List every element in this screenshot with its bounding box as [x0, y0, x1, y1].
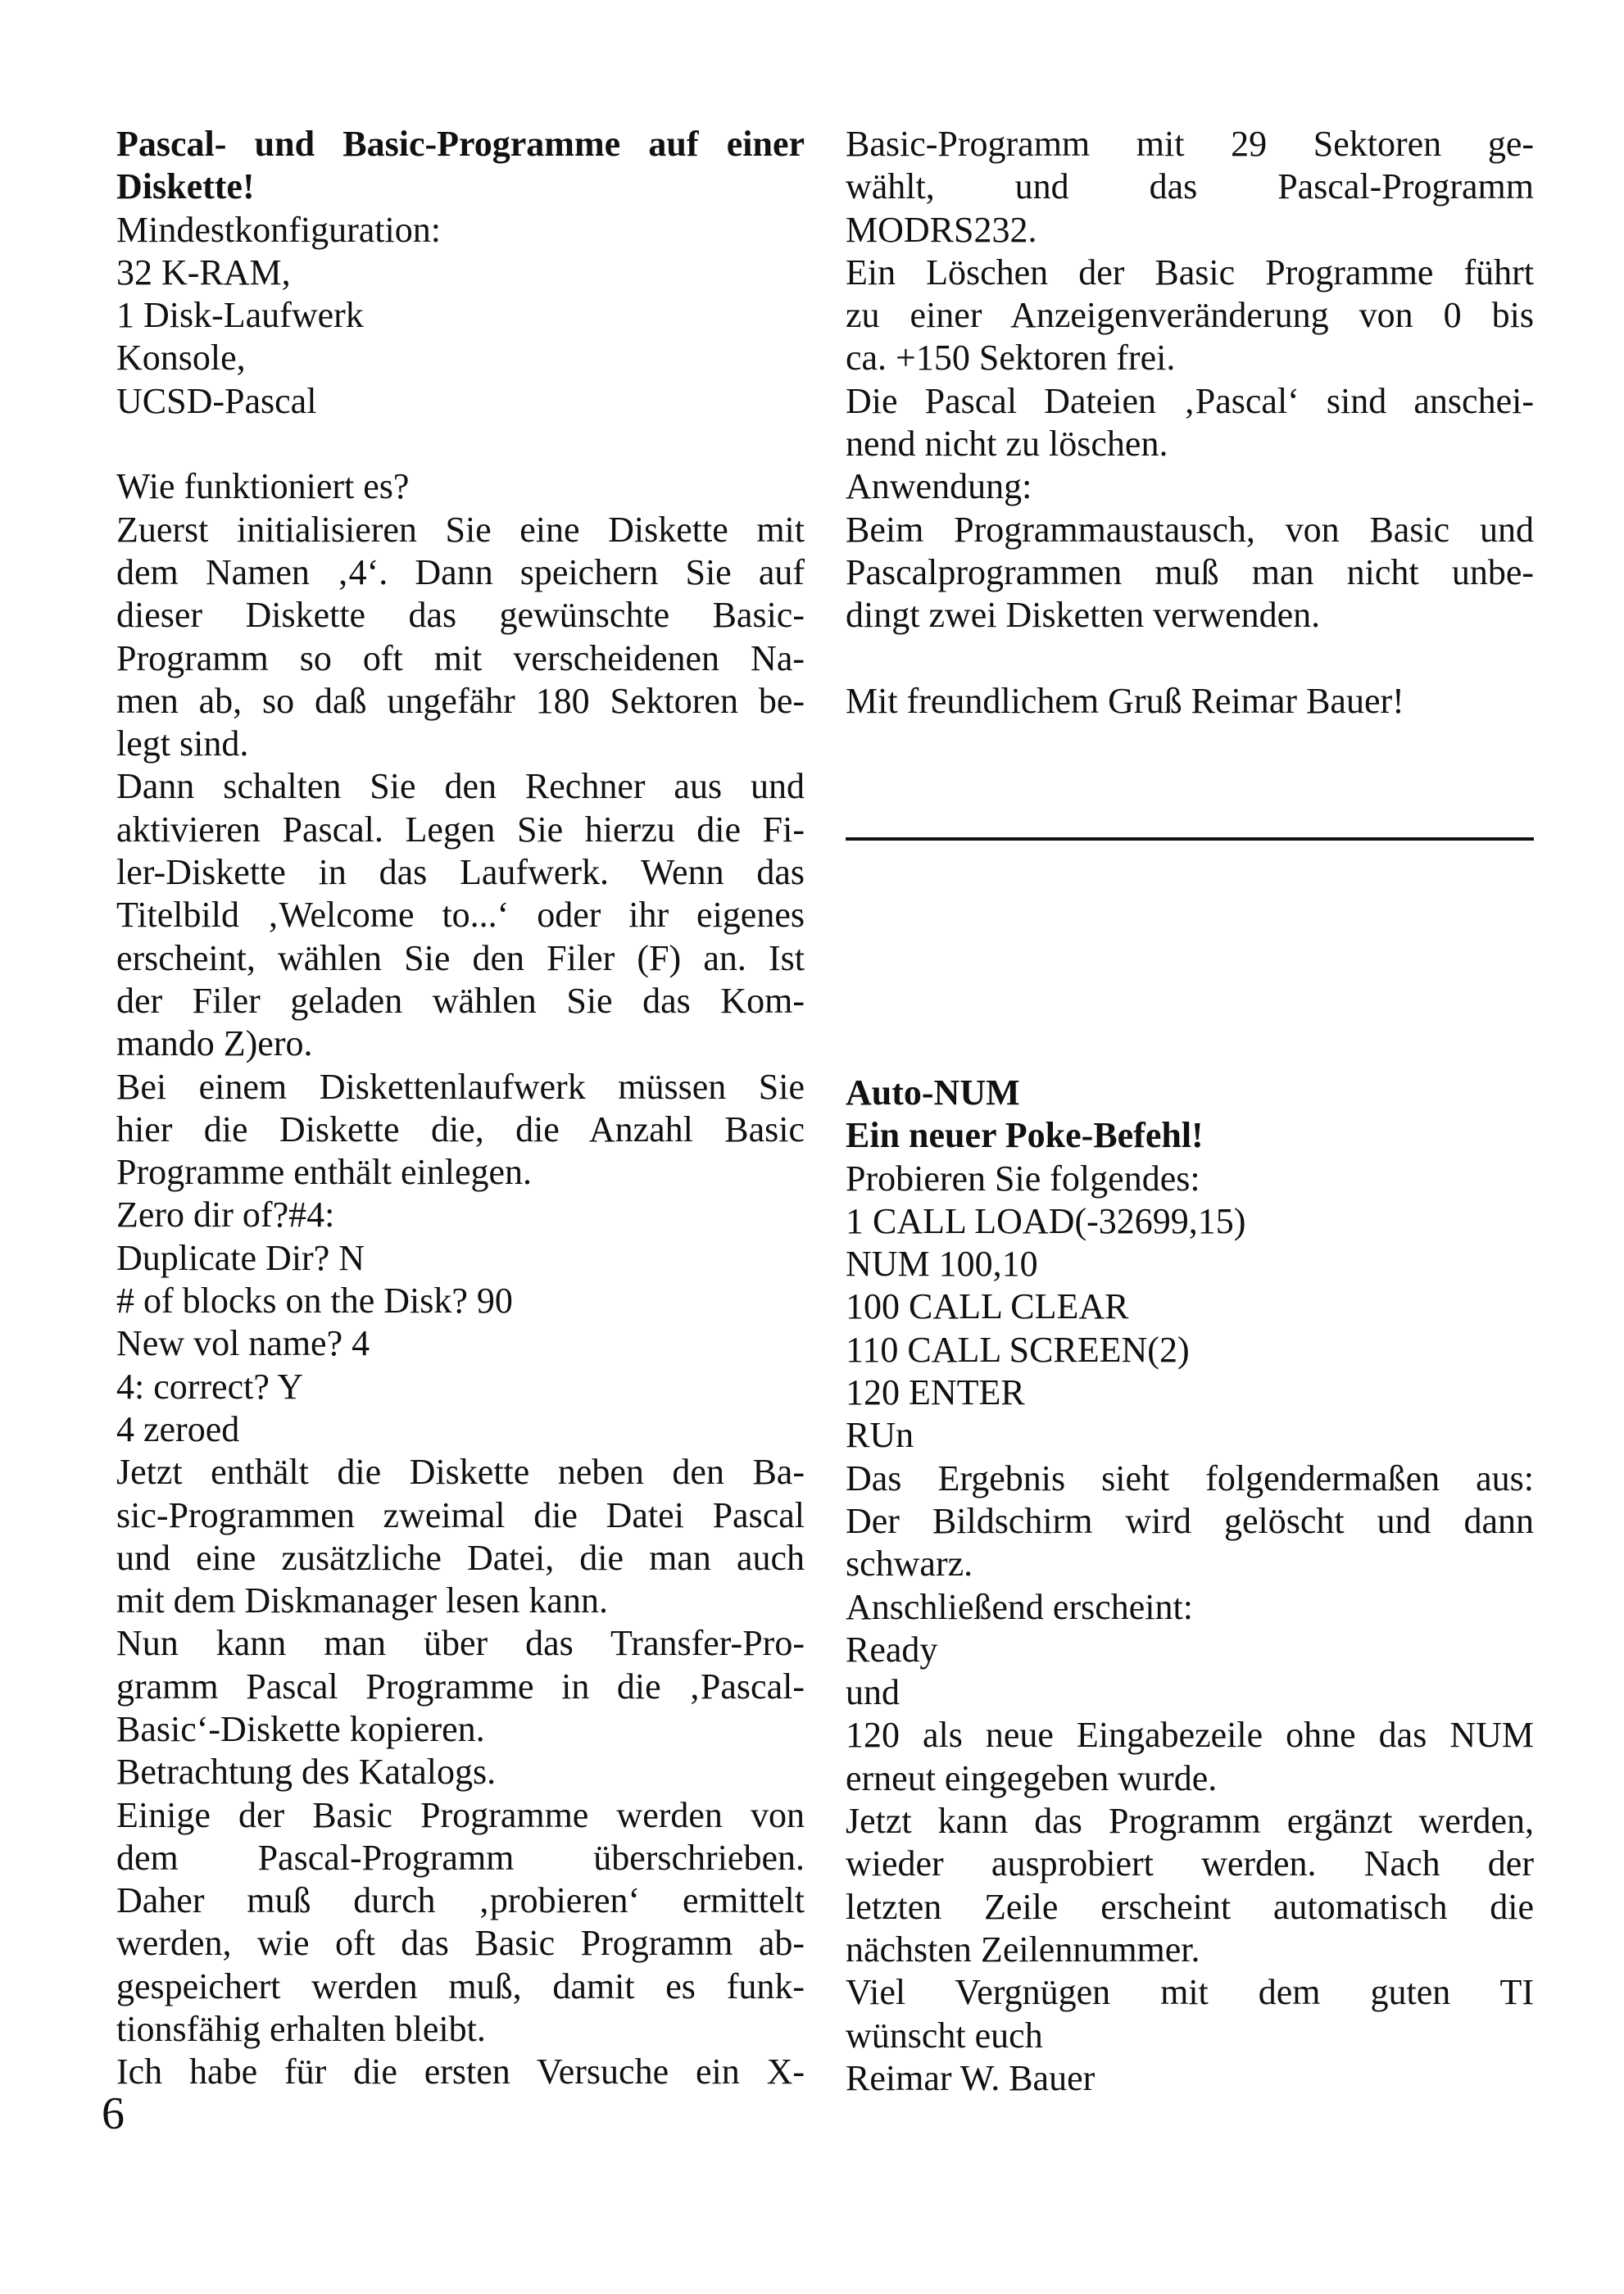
text-line: Reimar W. Bauer [846, 2057, 1096, 2098]
text-line: mit dem Diskmanager lesen kann. [116, 1580, 608, 1621]
text-line: 1 Disk-Laufwerk [116, 295, 364, 336]
text-line: ler-Diskette in das Laufwerk. Wenn das [116, 852, 805, 893]
text-line: 4: correct? Y [116, 1366, 304, 1407]
text-line: gramm Pascal Programme in die ‚Pascal- [116, 1666, 805, 1707]
text-line: RUn [846, 1415, 914, 1456]
text-line: NUM 100,10 [846, 1244, 1038, 1285]
text-line: 120 ENTER [846, 1372, 1025, 1413]
text-line: Basic-Programm mit 29 Sektoren ge- [846, 124, 1534, 164]
text-line: Duplicate Dir? N [116, 1237, 365, 1278]
text-line: tionsfähig erhalten bleibt. [116, 2009, 486, 2050]
text-line: letzten Zeile erscheint automatisch die [846, 1886, 1534, 1927]
text-line: erscheint, wählen Sie den Filer (F) an. Ist [116, 937, 805, 978]
text-line: Dann schalten Sie den Rechner aus und [116, 766, 805, 807]
text-line: aktivieren Pascal. Legen Sie hierzu die Fi- [116, 809, 805, 850]
text-line: legt sind. [116, 723, 249, 764]
text-line: Die Pascal Dateien ‚Pascal‘ sind anschei- [846, 380, 1534, 421]
text-line: Probieren Sie folgendes: [846, 1158, 1200, 1199]
right-column [846, 123, 1534, 2098]
blank-line [846, 637, 1534, 680]
text-line: Ein Löschen der Basic Programme führt [846, 252, 1534, 292]
text-line: Titelbild ‚Welcome to...‘ oder ihr eigenes [116, 895, 805, 936]
text-line: wünscht euch [846, 2015, 1043, 2056]
text-line: gespeichert werden muß, damit es funk- [116, 1965, 805, 2006]
text-line: men ab, so daß ungefähr 180 Sektoren be- [116, 680, 805, 721]
text-line: der Filer geladen wählen Sie das Kom- [116, 980, 805, 1021]
text-line: Das Ergebnis sieht folgendermaßen aus: [846, 1458, 1534, 1498]
text-line: mando Z)ero. [116, 1023, 313, 1064]
text-line: Zero dir of?#4: [116, 1195, 335, 1235]
text-line: wählt, und das Pascal-Programm [846, 166, 1534, 207]
letter-section [846, 123, 1534, 723]
text-line: Ein neuer Poke-Befehl! [846, 1115, 1204, 1156]
text-line: Diskette! [116, 166, 255, 207]
text-line: Pascalprogrammen muß man nicht unbe- [846, 551, 1534, 592]
text-line: 1 CALL LOAD(-32699,15) [846, 1200, 1246, 1241]
text-line: Konsole, [116, 338, 246, 379]
text-line: Betrachtung des Katalogs. [116, 1752, 497, 1793]
text-line: Wie funktioniert es? [116, 466, 410, 507]
text-line: Mindestkonfiguration: [116, 209, 441, 250]
text-line: ca. +150 Sektoren frei. [846, 338, 1176, 379]
text-line: schwarz. [846, 1544, 973, 1584]
text-line: nend nicht zu löschen. [846, 424, 1168, 465]
text-line: Nun kann man über das Transfer-Pro- [116, 1623, 805, 1664]
text-line: Bei einem Diskettenlaufwerk müssen Sie [116, 1066, 805, 1107]
text-line: Ready [846, 1629, 938, 1670]
text-line: New vol name? 4 [116, 1323, 370, 1364]
text-line: Pascal- und Basic-Programme auf einer [116, 124, 805, 164]
text-line: Mit freundlichem Gruß Reimar Bauer! [846, 680, 1404, 721]
text-line: dingt zwei Disketten verwenden. [846, 595, 1321, 636]
text-line: Der Bildschirm wird gelöscht und dann [846, 1500, 1534, 1541]
left-column [116, 123, 805, 2094]
text-line: Beim Programmaustausch, von Basic und [846, 509, 1534, 550]
text-line: nächsten Zeilennummer. [846, 1929, 1200, 1970]
text-line: Ich habe für die ersten Versuche ein X- [116, 2051, 805, 2092]
text-line: dieser Diskette das gewünschte Basic- [116, 595, 805, 636]
text-line: Basic‘-Diskette kopieren. [116, 1708, 485, 1749]
text-line: zu einer Anzeigenveränderung von 0 bis [846, 295, 1534, 336]
text-line: dem Pascal-Programm überschrieben. [116, 1837, 805, 1878]
text-line: erneut eingegeben wurde. [846, 1757, 1218, 1798]
text-line: Zuerst initialisieren Sie eine Diskette mit [116, 509, 805, 550]
text-line: 120 als neue Eingabezeile ohne das NUM [846, 1715, 1534, 1756]
text-line: hier die Diskette die, die Anzahl Basic [116, 1108, 805, 1149]
text-line: sic-Programmen zweimal die Datei Pascal [116, 1494, 805, 1535]
section-divider [846, 837, 1534, 841]
text-line: Anwendung: [846, 466, 1032, 507]
text-line: 100 CALL CLEAR [846, 1286, 1129, 1327]
text-line: Programm so oft mit verscheidenen Na- [116, 637, 805, 678]
text-line: Jetzt kann das Programm ergänzt werden, [846, 1801, 1534, 1842]
text-line: Anschließend erscheint: [846, 1586, 1193, 1627]
text-line: Viel Vergnügen mit dem guten TI [846, 1972, 1534, 2013]
text-line: werden, wie oft das Basic Programm ab- [116, 1923, 805, 1964]
text-line: 4 zeroed [116, 1408, 240, 1449]
text-line: Einige der Basic Programme werden von [116, 1794, 805, 1835]
text-line: 32 K-RAM, [116, 252, 291, 292]
blank-line [116, 423, 805, 465]
text-line: Auto-NUM [846, 1072, 1020, 1113]
text-line: und eine zusätzliche Datei, die man auch [116, 1537, 805, 1578]
text-line: # of blocks on the Disk? 90 [116, 1281, 513, 1322]
text-line: und [846, 1672, 900, 1713]
text-line: 110 CALL SCREEN(2) [846, 1329, 1190, 1370]
text-line: dem Namen ‚4‘. Dann speichern Sie auf [116, 551, 805, 592]
auto-num-article [846, 1072, 1534, 2100]
page-number: 6 [102, 2088, 125, 2139]
text-line: Jetzt enthält die Diskette neben den Ba- [116, 1452, 805, 1493]
text-line: Programme enthält einlegen. [116, 1152, 533, 1193]
text-line: MODRS232. [846, 209, 1037, 250]
text-line: UCSD-Pascal [116, 380, 317, 421]
text-line: Daher muß durch ‚probieren‘ ermittelt [116, 1880, 805, 1921]
text-line: wieder ausprobiert werden. Nach der [846, 1843, 1534, 1884]
